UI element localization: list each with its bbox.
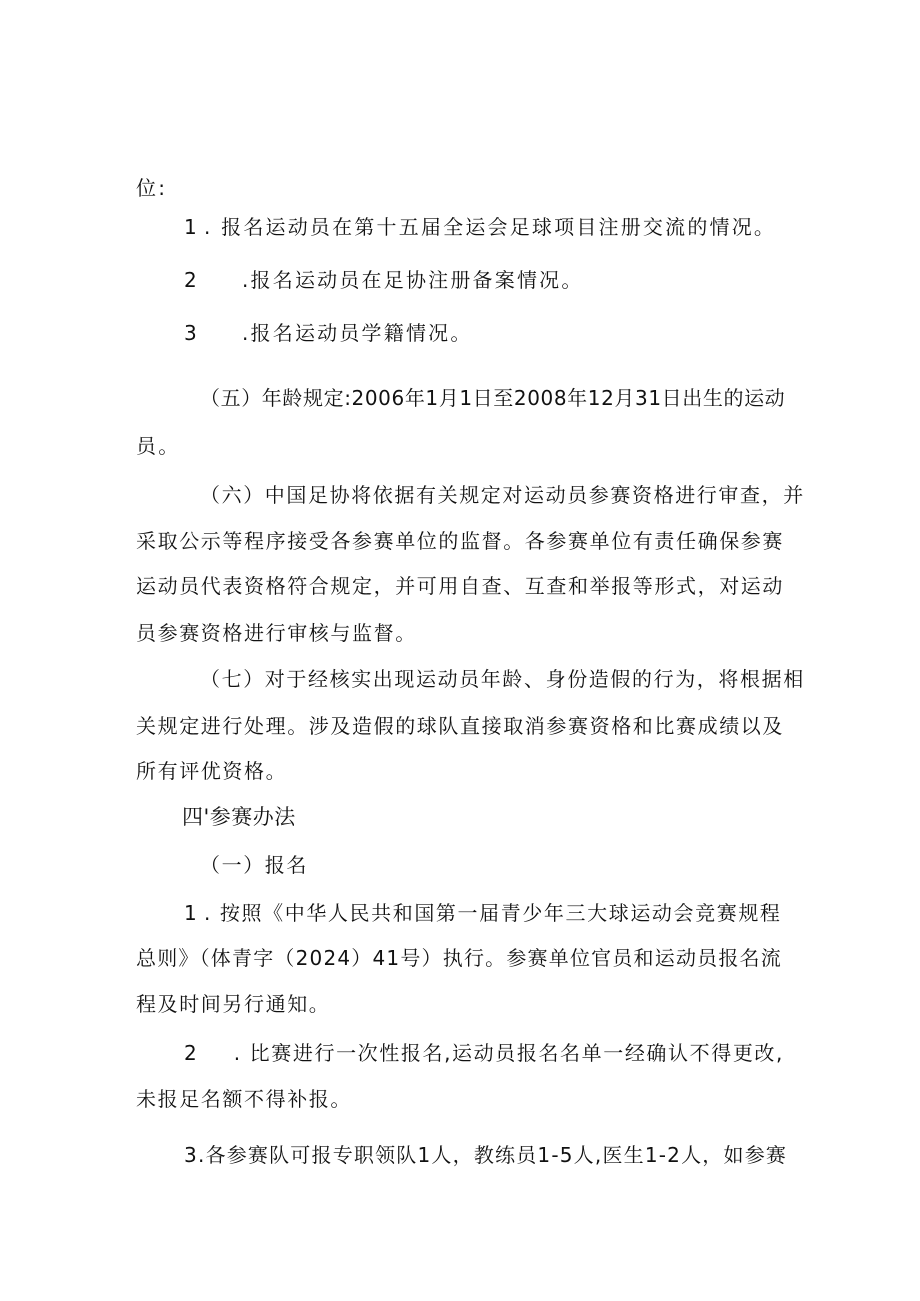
subsection-heading: （一）报名 (200, 853, 308, 877)
list-item (184, 1141, 788, 1169)
paragraph-line: 关规定进行处理。涉及造假的球队直接取消参赛资格和比赛成绩以及 (136, 714, 784, 738)
item-text: .报名运动员学籍情况。 (242, 321, 473, 345)
paragraph-line: （七）对于经核实出现运动员年龄、身份造假的行为，将根据相 (200, 667, 805, 691)
list-item (184, 1039, 784, 1067)
paragraph-line: 未报足名额不得补报。 (136, 1087, 352, 1111)
paragraph-line: 员参赛资格进行审核与监督。 (136, 621, 417, 645)
item-text: .报名运动员在足协注册备案情况。 (242, 268, 584, 292)
item-number: 1 (184, 215, 199, 239)
section-heading: 四'参赛办法 (182, 805, 296, 829)
item-number: 3 (184, 1143, 198, 1167)
item-number: 1 (184, 901, 199, 925)
list-item (184, 319, 784, 347)
list-item (184, 899, 784, 927)
list-item (184, 266, 784, 294)
text-line: 位: (136, 176, 168, 200)
paragraph-line: 总则》（体青字（2024）41号）执行。参赛单位官员和运动员报名流 (136, 946, 782, 970)
paragraph-line: （六）中国足协将依据有关规定对运动员参赛资格进行审查，并 (200, 483, 805, 507)
item-number: 2 (184, 1041, 199, 1065)
paragraph-line: 运动员代表资格符合规定，并可用自查、互查和举报等形式，对运动 (136, 574, 784, 598)
item-text: . 比赛进行一次性报名,运动员报名名单一经确认不得更改, (233, 1041, 784, 1065)
item-text: . 报名运动员在第十五届全运会足球项目注册交流的情况。 (204, 215, 777, 239)
item-text: . 按照《中华人民共和国第一届青少年三大球运动会竞赛规程 (204, 901, 782, 925)
paragraph-line: 员。 (136, 434, 181, 458)
item-number: 2 (184, 268, 199, 292)
paragraph-line: 所有评优资格。 (136, 759, 288, 783)
item-text: .各参赛队可报专职领队1人，教练员1-5人,医生1-2人，如参赛 (197, 1143, 788, 1167)
paragraph-line: 采取公示等程序接受各参赛单位的监督。各参赛单位有责任确保参赛 (136, 529, 784, 553)
item-number: 3 (184, 321, 199, 345)
paragraph-line: （五）年龄规定:2006年1月1日至2008年12月31日出生的运动 (200, 386, 786, 410)
list-item (184, 213, 784, 241)
paragraph-line: 程及时间另行通知。 (136, 992, 331, 1016)
